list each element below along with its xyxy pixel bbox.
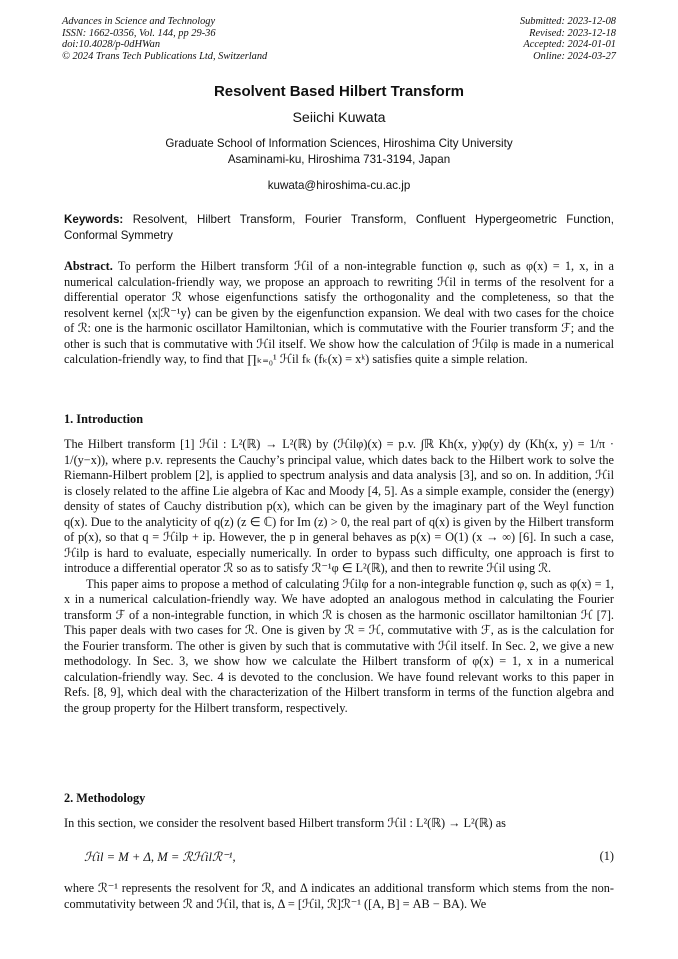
equation-1: ℋil = M + Δ, M = ℛℋilℛ⁻¹,: [84, 850, 236, 864]
introduction-body: [64, 437, 614, 716]
date-accepted: Accepted: 2024-01-01: [523, 39, 616, 51]
dates-header: [520, 16, 616, 62]
author-email: kuwata@hiroshima-cu.ac.jp: [267, 179, 411, 192]
keywords-text: Resolvent, Hilbert Transform, Fourier Transform, Confluent Hypergeometric Function, Conformal Symmetry: [64, 213, 614, 242]
date-revised: Revised: 2023-12-18: [529, 27, 616, 39]
affiliation-line-2: Asaminami-ku, Hiroshima 731-3194, Japan: [227, 152, 451, 166]
abstract-label: Abstract.: [64, 259, 113, 273]
intro-paragraph-1: The Hilbert transform [1] ℋil : L²(ℝ) → L²(ℝ) by (ℋilφ)(x) = p.v. ∫ℝ Kh(x, y)φ(y) dy (Kh(x, y) = 1/π · 1/(y−x)), where p.v. represents the Cauchy’s principal value, which dates back to the Hilbert work to solve the Riemann-Hilbert problem [2], is applied to spectrum analysis and data analysis [3], and so on. In addition, ℋil is closely related to the affine Lie algebra of Kac and Moody [4, 5]. As a simple example, consider the (energy) density of states of Cauchy distribution p(x), which can be given by the imaginary part of the Weyl function q(x). Due to the analyticity of q(z) (z ∈ ℂ) for Im (z) > 0, the real part of q(x) is given by the Hilbert transform of p(x), so that q = ℋilp + ip. However, the p in general behaves as p(x) = O(1) (x → ∞) [6]. In such a case, ℋilp is hard to evaluate, especially numerically. In order to bypass such difficulty, one approach is first to introduce a differential operator ℛ so as to satisfy ℛ⁻¹φ ∈ L²(ℝ), and then to rewrite ℋil using ℛ.: [64, 437, 614, 575]
paper-author: Seiichi Kuwata: [292, 110, 386, 126]
date-online: Online: 2024-03-27: [533, 50, 616, 62]
affiliation-line-1: Graduate School of Information Sciences, Hiroshima City University: [165, 137, 513, 150]
intro-paragraph-2: This paper aims to propose a method of calculating ℋilφ for a non-integrable function φ, such as φ(x) = 1, x in a numerical calculation-friendly way. We have adopted an analogous method in calculating the Fourier transform ℱ of a non-integrable function, in which ℛ is chosen as the harmonic oscillator hamiltonian ℋ [7]. This paper deals with two cases for ℛ. One is given by ℛ = ℋ, commutative with ℱ, as is the calculation for the Fourier transform. The other is given by such that is commutative with ℋil itself. In Sec. 2, we give a new methodology. In Sec. 3, we show how we calculate the Hilbert transform of φ(x) = 1, x in a numerical calculation-friendly way. Sec. 4 is devoted to the conclusion. We have found relevant works to this paper in Refs. [8, 9], which deal with the characterization of the Hilbert transform in terms of the function algebra and the group property for the Hilbert transform, respectively.: [64, 576, 614, 715]
keywords-label: Keywords:: [64, 213, 124, 226]
journal-header: [62, 16, 267, 62]
author-affiliation: [0, 136, 678, 167]
section-heading-introduction: 1. Introduction: [64, 412, 144, 426]
abstract-text: To perform the Hilbert transform ℋil of a non-integrable function φ, such as φ(x) = 1, x, in a numerical calculation-friendly way, we propose an approach to rewriting ℋil in terms of the resolvent for a differential operator ℛ whose eigenfunctions satisfy the orthogonality and the completeness, so that the resolvent kernel ⟨x|ℛ⁻¹y⟩ can be given by the eigenfunction expansion. We deal with two cases for the choice of ℛ: one is the harmonic oscillator Hamiltonian, which is commutative with the Fourier transform ℱ; and the other is such that is commutative with ℋil itself. We show how the calculation of ℋilφ is made in a numerical calculation-friendly way, to find that ∏ₖ₌₀¹ ℋil fₖ (fₖ(x) = xᵏ) satisfies quite a simple relation.: [64, 259, 614, 366]
equation-number: (1): [599, 849, 614, 863]
methodology-paragraph-1: In this section, we consider the resolvent based Hilbert transform ℋil : L²(ℝ) → L²(ℝ) as: [64, 816, 506, 830]
paper-title: Resolvent Based Hilbert Transform: [213, 83, 465, 100]
journal-doi: doi:10.4028/p-0dHWan: [62, 39, 161, 51]
keywords: [64, 212, 614, 243]
section-heading-methodology: 2. Methodology: [64, 791, 146, 805]
journal-name: Advances in Science and Technology: [62, 16, 216, 27]
abstract: [64, 259, 614, 368]
journal-copyright: © 2024 Trans Tech Publications Ltd, Switzerland: [62, 50, 268, 62]
journal-issn: ISSN: 1662-0356, Vol. 144, pp 29-36: [62, 27, 216, 39]
date-submitted: Submitted: 2023-12-08: [519, 16, 616, 27]
methodology-paragraph-2: where ℛ⁻¹ represents the resolvent for ℛ, and Δ indicates an additional transform which stems from the non-commutativity between ℛ and ℋil, that is, Δ = [ℋil, ℛ]ℛ⁻¹ ([A, B] = AB − BA). We: [64, 881, 614, 911]
